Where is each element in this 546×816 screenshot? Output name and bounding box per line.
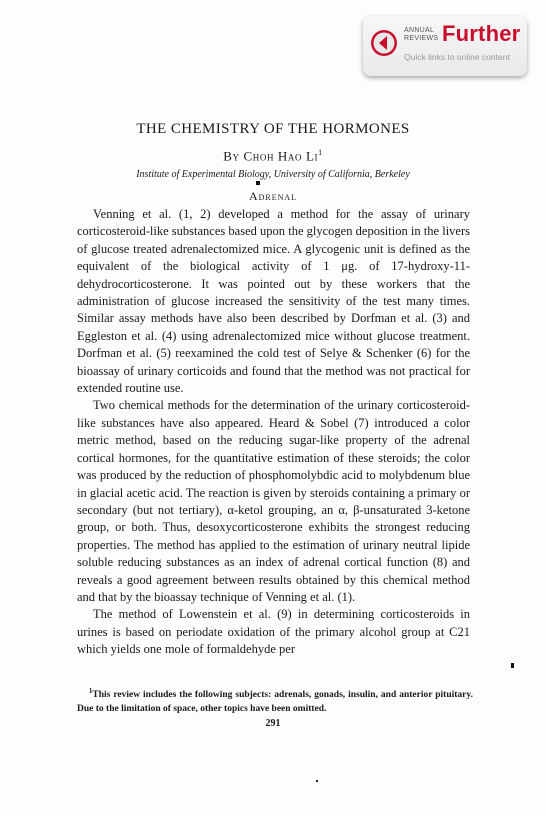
author-line bbox=[0, 148, 546, 164]
page-number: 291 bbox=[265, 718, 281, 729]
paper-title: THE CHEMISTRY OF THE HORMONES bbox=[136, 121, 410, 137]
section-heading: Adrenal bbox=[248, 189, 298, 203]
footnote-text: This review includes the following subjects: adrenals, gonads, insulin, and anterior pituitary. Due to the limitation of space, other topics have been omitted. bbox=[77, 690, 474, 715]
further-badge[interactable] bbox=[363, 16, 527, 76]
scan-speck bbox=[316, 780, 318, 782]
quick-links-text: Quick links to online content bbox=[404, 52, 510, 62]
back-arrow-icon bbox=[370, 29, 398, 57]
paragraph: Venning et al. (1, 2) developed a method for the assay of urinary corticosteroid-like substances based upon the glycogen deposition in the livers of glucose treated adrenalectomized mice. A glycogenic unit is defined as the equivalent of the biological activity of 1 μg. of 17-hydroxy-11-dehydrocorticosterone. It was pointed out by these workers that the administration of glucose increased the sensitivity of the test many times. Similar assay methods have also been described by Dorfman et al. (3) and Eggleston et al. (4) using adrenalectomized mice without glucose treatment. Dorfman et al. (5) reexamined the cold test of Selye & Schenker (6) for the bioassay of urinary corticoids and found that the method was not practical for extended routine use. bbox=[77, 207, 470, 396]
paragraph: The method of Lowenstein et al. (9) in determining corticosteroids in urines is based on periodate oxidation of the primary alcohol group at C21 which yields one mole of formaldehyde per bbox=[77, 607, 470, 657]
body-text bbox=[77, 206, 470, 659]
ink-mark bbox=[256, 181, 260, 185]
author-name: Choh Hao Li bbox=[243, 148, 319, 164]
annual-reviews-label: ANNUAL REVIEWS bbox=[404, 27, 439, 42]
author-footnote-mark: 1 bbox=[318, 148, 323, 157]
further-label: Further bbox=[442, 21, 521, 46]
affiliation: Institute of Experimental Biology, University of California, Berkeley bbox=[136, 169, 410, 180]
author-prefix: By bbox=[223, 148, 240, 164]
footnote-mark: 1 bbox=[88, 687, 93, 695]
margin-mark bbox=[511, 663, 514, 668]
footnote bbox=[77, 684, 473, 716]
paragraph: Two chemical methods for the determination of the urinary corticosteroid-like substances have also appeared. Heard & Sobel (7) introduced a color metric method, based on the reducing sugar-like property of the adrenal cortical hormones, for the quantitative estimation of these steroids; the color was produced by the reduction of phosphomolybdic acid to molybdenum blue in glacial acetic acid. The reaction is given by steroids containing a primary or secondary (but not tertiary), α-ketol grouping, an α, β-unsaturated 3-ketone group, or both. Thus, desoxycorticosterone exhibits the strongest reducing properties. The method has applied to the estimation of urinary neutral lipide soluble reducing substances as an index of adrenal cortical function (8) and reveals a good agreement between results obtained by this chemical method and that by the bioassay technique of Venning et al. (1). bbox=[77, 398, 470, 604]
